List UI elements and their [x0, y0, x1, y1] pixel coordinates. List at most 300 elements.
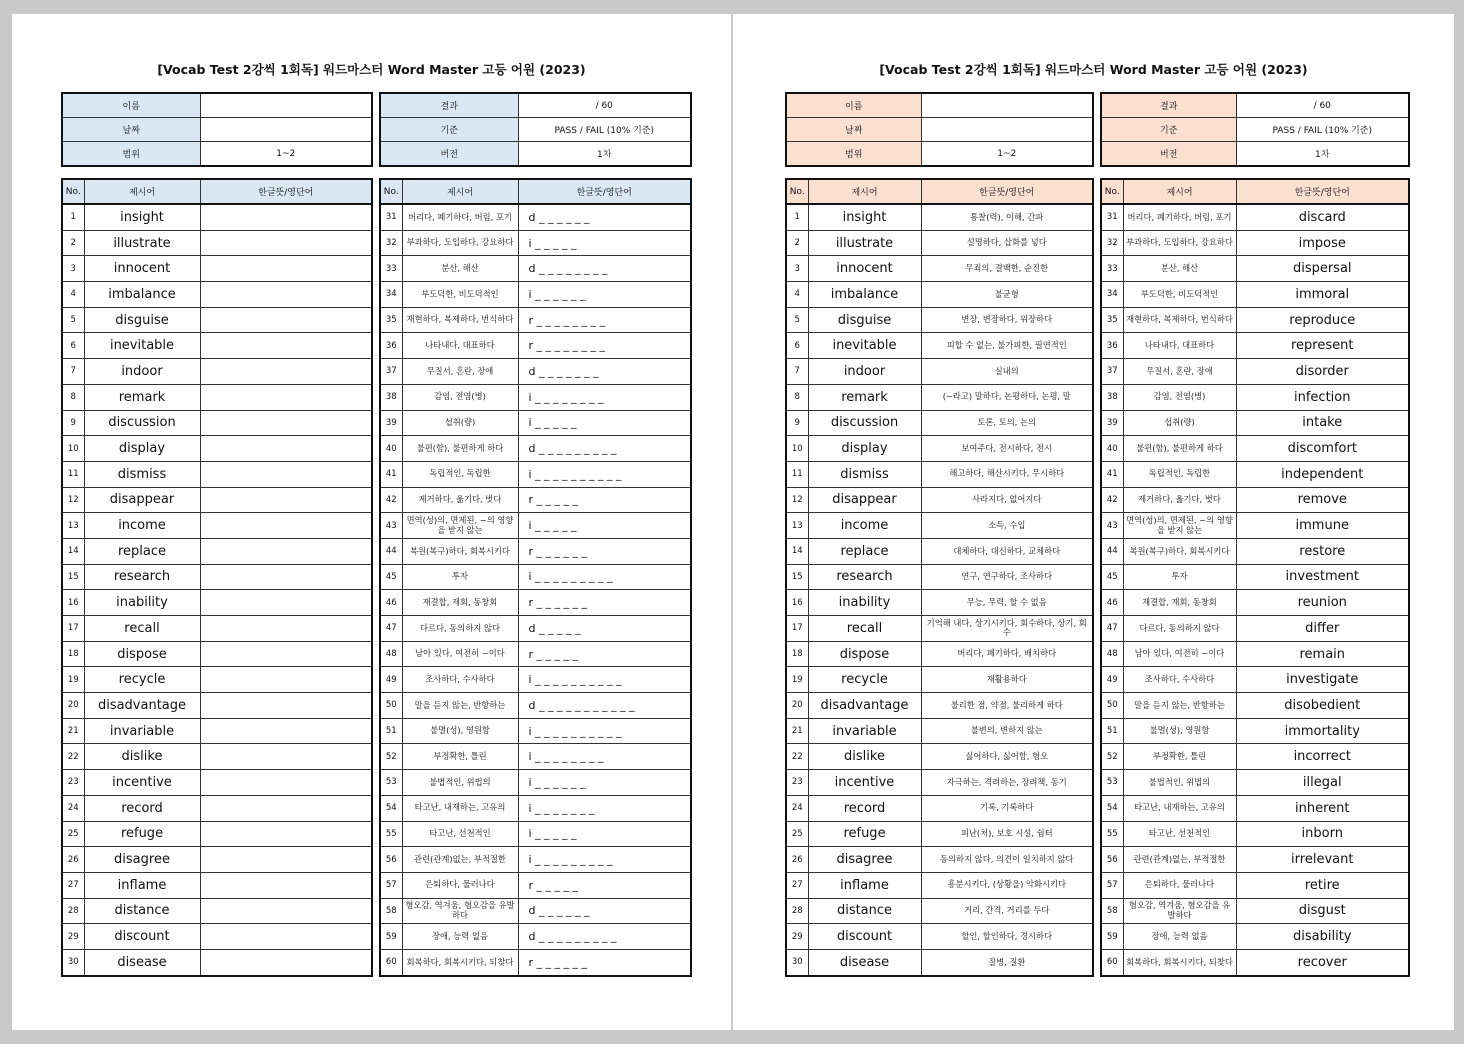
prompt-meaning: 불법적인, 위법의 — [402, 770, 518, 796]
table-row — [786, 307, 1093, 333]
answer-word: remove — [1236, 487, 1409, 513]
column-header-prompt: 제시어 — [808, 179, 921, 204]
table-row — [62, 744, 372, 770]
item-number: 15 — [62, 564, 84, 590]
spelling-hint[interactable]: d _ _ _ _ _ _ _ _ — [518, 256, 691, 282]
answer-word: dispersal — [1236, 256, 1409, 282]
prompt-word: illustrate — [808, 230, 921, 256]
table-row — [786, 513, 1093, 539]
table-row — [786, 204, 1093, 230]
name-field[interactable] — [921, 93, 1093, 118]
prompt-word: discussion — [84, 410, 200, 436]
answer-meaning: 소득, 수입 — [921, 513, 1093, 539]
answer-blank[interactable] — [200, 667, 372, 693]
table-row — [62, 718, 372, 744]
spelling-hint[interactable]: r _ _ _ _ _ — [518, 872, 691, 898]
spelling-hint[interactable]: i _ _ _ _ _ _ _ _ _ _ — [518, 718, 691, 744]
table-row — [786, 538, 1093, 564]
answer-word: disgust — [1236, 898, 1409, 924]
answer-word: remain — [1236, 641, 1409, 667]
prompt-meaning: 섭취(량) — [402, 410, 518, 436]
spelling-hint[interactable]: i _ _ _ _ _ — [518, 410, 691, 436]
prompt-word: inflame — [84, 872, 200, 898]
answer-meaning: 재활용하다 — [921, 667, 1093, 693]
item-number: 52 — [380, 744, 402, 770]
spelling-hint[interactable]: d _ _ _ _ _ _ — [518, 898, 691, 924]
table-row — [62, 924, 372, 950]
answer-blank[interactable] — [200, 564, 372, 590]
spelling-hint[interactable]: r _ _ _ _ _ — [518, 641, 691, 667]
prompt-word: insight — [84, 204, 200, 230]
page-title: [Vocab Test 2강씩 1회독] 워드마스터 Word Master 고등 어원 (2023) — [157, 62, 586, 77]
answer-blank[interactable] — [200, 847, 372, 873]
spelling-hint[interactable]: i _ _ _ _ _ _ _ _ _ _ — [518, 461, 691, 487]
spelling-hint[interactable]: i _ _ _ _ _ _ _ — [518, 795, 691, 821]
vocab-test-table-1-30 — [61, 178, 373, 977]
item-number: 34 — [380, 282, 402, 308]
answer-blank[interactable] — [200, 282, 372, 308]
item-number: 48 — [1101, 641, 1123, 667]
item-number: 20 — [786, 693, 808, 719]
answer-word: restore — [1236, 538, 1409, 564]
item-number: 4 — [62, 282, 84, 308]
spelling-hint[interactable]: i _ _ _ _ _ _ _ _ — [518, 384, 691, 410]
prompt-word: dislike — [84, 744, 200, 770]
spelling-hint[interactable]: r _ _ _ _ _ _ _ _ — [518, 333, 691, 359]
spelling-hint[interactable]: d _ _ _ _ _ _ _ — [518, 359, 691, 385]
answer-blank[interactable] — [200, 744, 372, 770]
table-row — [62, 359, 372, 385]
table-row — [1101, 256, 1409, 282]
answer-blank[interactable] — [200, 230, 372, 256]
prompt-meaning: 다르다, 동의하지 않다 — [402, 616, 518, 642]
answer-blank[interactable] — [200, 436, 372, 462]
prompt-word: remark — [808, 384, 921, 410]
prompt-word: inflame — [808, 872, 921, 898]
prompt-word: replace — [808, 538, 921, 564]
answer-blank[interactable] — [200, 693, 372, 719]
answer-meaning: 흥분시키다, (상황을) 악화시키다 — [921, 872, 1093, 898]
answer-blank[interactable] — [200, 307, 372, 333]
answer-meaning: 사라지다, 없어지다 — [921, 487, 1093, 513]
table-row — [62, 282, 372, 308]
answer-blank[interactable] — [200, 770, 372, 796]
item-number: 5 — [786, 307, 808, 333]
prompt-word: disease — [84, 949, 200, 975]
table-row — [786, 821, 1093, 847]
answer-blank[interactable] — [200, 821, 372, 847]
table-row — [1101, 667, 1409, 693]
answer-meaning: 피난(처), 보호 시설, 쉼터 — [921, 821, 1093, 847]
spelling-hint[interactable]: d _ _ _ _ _ _ _ _ _ — [518, 924, 691, 950]
table-row — [380, 872, 691, 898]
answer-key-page — [733, 14, 1454, 1030]
answer-word: inborn — [1236, 821, 1409, 847]
prompt-word: refuge — [84, 821, 200, 847]
answer-blank[interactable] — [200, 538, 372, 564]
prompt-meaning: 장애, 능력 없음 — [1123, 924, 1236, 950]
table-row — [1101, 384, 1409, 410]
prompt-meaning: 장애, 능력 없음 — [402, 924, 518, 950]
prompt-meaning: 무질서, 혼란, 장애 — [402, 359, 518, 385]
prompt-meaning: 남아 있다, 여전히 ~이다 — [402, 641, 518, 667]
prompt-meaning: 회복하다, 회복시키다, 되찾다 — [402, 949, 518, 975]
spelling-hint[interactable]: i _ _ _ _ _ _ _ _ _ — [518, 847, 691, 873]
item-number: 28 — [62, 898, 84, 924]
table-row — [62, 436, 372, 462]
prompt-meaning: 관련(관계)없는, 부적절한 — [1123, 847, 1236, 873]
table-row — [62, 333, 372, 359]
spelling-hint[interactable]: i _ _ _ _ _ _ — [518, 282, 691, 308]
table-row — [380, 436, 691, 462]
item-number: 56 — [380, 847, 402, 873]
prompt-meaning: 복원(복구)하다, 회복시키다 — [402, 538, 518, 564]
spelling-hint[interactable]: i _ _ _ _ _ _ — [518, 770, 691, 796]
item-number: 30 — [786, 949, 808, 975]
answer-meaning: 기억해 내다, 상기시키다, 회수하다, 상기, 회수 — [921, 616, 1093, 642]
item-number: 36 — [380, 333, 402, 359]
name-label: 이름 — [62, 93, 200, 118]
table-row — [380, 538, 691, 564]
spelling-hint[interactable]: r _ _ _ _ _ _ _ _ — [518, 307, 691, 333]
item-number: 44 — [380, 538, 402, 564]
table-row — [786, 898, 1093, 924]
item-number: 55 — [380, 821, 402, 847]
prompt-word: dismiss — [808, 461, 921, 487]
item-number: 9 — [786, 410, 808, 436]
item-number: 33 — [1101, 256, 1123, 282]
table-row — [1101, 230, 1409, 256]
answer-meaning: 해고하다, 해산시키다, 무시하다 — [921, 461, 1093, 487]
prompt-meaning: 은퇴하다, 물러나다 — [1123, 872, 1236, 898]
answer-blank[interactable] — [200, 924, 372, 950]
prompt-word: disappear — [84, 487, 200, 513]
table-row — [786, 590, 1093, 616]
table-row — [1101, 359, 1409, 385]
answer-blank[interactable] — [200, 872, 372, 898]
date-field[interactable] — [921, 118, 1093, 142]
range-label: 범위 — [786, 142, 921, 167]
column-header-no: No. — [786, 179, 808, 204]
item-number: 9 — [62, 410, 84, 436]
prompt-meaning: 버리다, 폐기하다, 버림, 포기 — [402, 204, 518, 230]
table-row — [1101, 204, 1409, 230]
item-number: 41 — [380, 461, 402, 487]
prompt-meaning: 제거하다, 옮기다, 벗다 — [1123, 487, 1236, 513]
spelling-hint[interactable]: d _ _ _ _ _ — [518, 616, 691, 642]
prompt-meaning: 불멸(성), 영원함 — [1123, 718, 1236, 744]
table-row — [1101, 693, 1409, 719]
item-number: 4 — [786, 282, 808, 308]
prompt-word: recall — [84, 616, 200, 642]
prompt-word: disguise — [84, 307, 200, 333]
table-row — [380, 410, 691, 436]
answer-blank[interactable] — [200, 461, 372, 487]
table-row — [62, 256, 372, 282]
answer-blank[interactable] — [200, 333, 372, 359]
answer-meaning: 무능, 무력, 할 수 없음 — [921, 590, 1093, 616]
name-field[interactable] — [200, 93, 372, 118]
vocab-test-table-31-60 — [379, 178, 692, 977]
prompt-word: disease — [808, 949, 921, 975]
table-row — [380, 307, 691, 333]
answer-meaning: 변장, 변장하다, 위장하다 — [921, 307, 1093, 333]
column-header-prompt: 제시어 — [402, 179, 518, 204]
prompt-meaning: 타고난, 내재하는, 고유의 — [1123, 795, 1236, 821]
item-number: 26 — [62, 847, 84, 873]
spelling-hint[interactable]: i _ _ _ _ _ — [518, 513, 691, 539]
table-row — [380, 949, 691, 975]
answer-meaning: 무죄의, 결백한, 순진한 — [921, 256, 1093, 282]
prompt-meaning: 부도덕한, 비도덕적인 — [402, 282, 518, 308]
answer-word: differ — [1236, 616, 1409, 642]
table-row — [380, 898, 691, 924]
answer-key-table-31-60 — [1100, 178, 1410, 977]
spelling-hint[interactable]: d _ _ _ _ _ _ _ _ _ _ _ — [518, 693, 691, 719]
prompt-meaning: 불편(함), 불편하게 하다 — [402, 436, 518, 462]
answer-word: disobedient — [1236, 693, 1409, 719]
answer-word: represent — [1236, 333, 1409, 359]
prompt-word: innocent — [84, 256, 200, 282]
table-row — [786, 461, 1093, 487]
column-header-no: No. — [1101, 179, 1123, 204]
prompt-word: disadvantage — [84, 693, 200, 719]
item-number: 11 — [62, 461, 84, 487]
prompt-meaning: 불편(함), 불편하게 하다 — [1123, 436, 1236, 462]
column-header-no: No. — [62, 179, 84, 204]
item-number: 8 — [786, 384, 808, 410]
date-label: 날짜 — [786, 118, 921, 142]
item-number: 21 — [786, 718, 808, 744]
prompt-word: innocent — [808, 256, 921, 282]
student-info-table — [61, 92, 373, 167]
spelling-hint[interactable]: i _ _ _ _ _ _ _ _ — [518, 744, 691, 770]
prompt-meaning: 투자 — [1123, 564, 1236, 590]
table-row — [786, 924, 1093, 950]
item-number: 60 — [1101, 949, 1123, 975]
answer-blank[interactable] — [200, 641, 372, 667]
answer-meaning: 토론, 토의, 논의 — [921, 410, 1093, 436]
prompt-word: inevitable — [84, 333, 200, 359]
prompt-meaning: 관련(관계)없는, 부적절한 — [402, 847, 518, 873]
spelling-hint[interactable]: d _ _ _ _ _ _ — [518, 204, 691, 230]
column-header-no: No. — [380, 179, 402, 204]
item-number: 42 — [1101, 487, 1123, 513]
prompt-word: refuge — [808, 821, 921, 847]
item-number: 46 — [1101, 590, 1123, 616]
item-number: 1 — [62, 204, 84, 230]
prompt-word: research — [808, 564, 921, 590]
item-number: 54 — [380, 795, 402, 821]
table-row — [62, 590, 372, 616]
spelling-hint[interactable]: i _ _ _ _ _ _ _ _ _ — [518, 564, 691, 590]
item-number: 58 — [1101, 898, 1123, 924]
table-row — [62, 538, 372, 564]
table-row — [380, 590, 691, 616]
table-row — [1101, 513, 1409, 539]
table-row — [1101, 538, 1409, 564]
item-number: 43 — [380, 513, 402, 539]
item-number: 43 — [1101, 513, 1123, 539]
table-row — [380, 667, 691, 693]
prompt-word: display — [84, 436, 200, 462]
spelling-hint[interactable]: i _ _ _ _ _ _ _ _ _ _ — [518, 667, 691, 693]
table-row — [786, 564, 1093, 590]
column-header-answer: 한글뜻/영단어 — [518, 179, 691, 204]
answer-meaning: 버리다, 폐기하다, 배치하다 — [921, 641, 1093, 667]
answer-word: irrelevant — [1236, 847, 1409, 873]
spelling-hint[interactable]: i _ _ _ _ _ — [518, 230, 691, 256]
prompt-word: incentive — [808, 770, 921, 796]
prompt-meaning: 재결합, 재회, 동창회 — [402, 590, 518, 616]
spelling-hint[interactable]: r _ _ _ _ _ _ — [518, 538, 691, 564]
spelling-hint[interactable]: i _ _ _ _ _ — [518, 821, 691, 847]
answer-word: infection — [1236, 384, 1409, 410]
column-header-answer: 한글뜻/영단어 — [1236, 179, 1409, 204]
prompt-meaning: 분산, 해산 — [402, 256, 518, 282]
item-number: 38 — [380, 384, 402, 410]
item-number: 17 — [786, 616, 808, 642]
answer-blank[interactable] — [200, 359, 372, 385]
answer-meaning: 자극하는, 격려하는, 장려책, 동기 — [921, 770, 1093, 796]
page-title: [Vocab Test 2강씩 1회독] 워드마스터 Word Master 고등 어원 (2023) — [879, 62, 1308, 77]
answer-meaning: 보여주다, 전시하다, 전시 — [921, 436, 1093, 462]
item-number: 16 — [62, 590, 84, 616]
spelling-hint[interactable]: r _ _ _ _ _ — [518, 487, 691, 513]
item-number: 57 — [380, 872, 402, 898]
table-row — [62, 821, 372, 847]
table-row — [1101, 307, 1409, 333]
answer-blank[interactable] — [200, 898, 372, 924]
prompt-word: incentive — [84, 770, 200, 796]
criterion-value: PASS / FAIL (10% 기준) — [1236, 118, 1409, 142]
prompt-meaning: 부과하다, 도입하다, 강요하다 — [1123, 230, 1236, 256]
prompt-word: distance — [84, 898, 200, 924]
prompt-meaning: 독립적인, 독립한 — [402, 461, 518, 487]
prompt-word: discussion — [808, 410, 921, 436]
prompt-meaning: 투자 — [402, 564, 518, 590]
item-number: 23 — [62, 770, 84, 796]
item-number: 48 — [380, 641, 402, 667]
result-info-table — [1100, 92, 1410, 167]
item-number: 10 — [62, 436, 84, 462]
table-row — [1101, 847, 1409, 873]
item-number: 19 — [786, 667, 808, 693]
table-row — [380, 770, 691, 796]
table-row — [380, 847, 691, 873]
spelling-hint[interactable]: r _ _ _ _ _ _ — [518, 590, 691, 616]
answer-meaning: 실내의 — [921, 359, 1093, 385]
answer-word: reproduce — [1236, 307, 1409, 333]
item-number: 26 — [786, 847, 808, 873]
item-number: 8 — [62, 384, 84, 410]
prompt-meaning: 나타내다, 대표하다 — [402, 333, 518, 359]
item-number: 22 — [62, 744, 84, 770]
test-sheet-page — [12, 14, 731, 1030]
answer-blank[interactable] — [200, 204, 372, 230]
answer-word: intake — [1236, 410, 1409, 436]
answer-blank[interactable] — [200, 795, 372, 821]
answer-blank[interactable] — [200, 410, 372, 436]
table-row — [1101, 744, 1409, 770]
item-number: 12 — [786, 487, 808, 513]
version-label: 버전 — [1101, 142, 1236, 167]
prompt-meaning: 혐오감, 역겨움, 혐오감을 유발하다 — [402, 898, 518, 924]
table-row — [786, 718, 1093, 744]
answer-blank[interactable] — [200, 513, 372, 539]
item-number: 52 — [1101, 744, 1123, 770]
item-number: 39 — [380, 410, 402, 436]
spelling-hint[interactable]: r _ _ _ _ _ _ — [518, 949, 691, 975]
table-row — [62, 641, 372, 667]
table-row — [62, 204, 372, 230]
prompt-meaning: 버리다, 폐기하다, 버림, 포기 — [1123, 204, 1236, 230]
answer-blank[interactable] — [200, 487, 372, 513]
prompt-word: imbalance — [84, 282, 200, 308]
item-number: 36 — [1101, 333, 1123, 359]
table-row — [786, 436, 1093, 462]
name-label: 이름 — [786, 93, 921, 118]
answer-word: inherent — [1236, 795, 1409, 821]
answer-meaning: 기록, 기록하다 — [921, 795, 1093, 821]
prompt-meaning: 부정확한, 틀린 — [402, 744, 518, 770]
item-number: 21 — [62, 718, 84, 744]
answer-blank[interactable] — [200, 590, 372, 616]
spelling-hint[interactable]: d _ _ _ _ _ _ _ _ _ — [518, 436, 691, 462]
answer-blank[interactable] — [200, 616, 372, 642]
item-number: 31 — [1101, 204, 1123, 230]
prompt-word: record — [84, 795, 200, 821]
table-row — [786, 359, 1093, 385]
prompt-meaning: 부정확한, 틀린 — [1123, 744, 1236, 770]
prompt-meaning: 재현하다, 복제하다, 번식하다 — [1123, 307, 1236, 333]
item-number: 29 — [62, 924, 84, 950]
table-row — [62, 693, 372, 719]
answer-blank[interactable] — [200, 718, 372, 744]
answer-word: immoral — [1236, 282, 1409, 308]
result-info-table — [379, 92, 692, 167]
result-value: / 60 — [1236, 93, 1409, 118]
item-number: 49 — [380, 667, 402, 693]
table-row — [380, 821, 691, 847]
table-row — [380, 616, 691, 642]
table-row — [62, 230, 372, 256]
range-value: 1~2 — [921, 142, 1093, 167]
item-number: 32 — [1101, 230, 1123, 256]
prompt-meaning: 말을 듣지 않는, 반항하는 — [1123, 693, 1236, 719]
prompt-word: recall — [808, 616, 921, 642]
answer-meaning: 대체하다, 대신하다, 교체하다 — [921, 538, 1093, 564]
answer-blank[interactable] — [200, 384, 372, 410]
prompt-word: research — [84, 564, 200, 590]
date-field[interactable] — [200, 118, 372, 142]
answer-blank[interactable] — [200, 949, 372, 975]
criterion-label: 기준 — [380, 118, 518, 142]
table-row — [1101, 924, 1409, 950]
table-row — [62, 847, 372, 873]
prompt-meaning: 면역(성)의, 면제된, ~의 영향을 받지 않는 — [1123, 513, 1236, 539]
table-row — [62, 513, 372, 539]
prompt-word: inability — [84, 590, 200, 616]
table-row — [786, 744, 1093, 770]
table-row — [1101, 821, 1409, 847]
table-row — [786, 487, 1093, 513]
prompt-word: insight — [808, 204, 921, 230]
table-row — [1101, 718, 1409, 744]
answer-blank[interactable] — [200, 256, 372, 282]
table-row — [1101, 282, 1409, 308]
table-row — [786, 410, 1093, 436]
